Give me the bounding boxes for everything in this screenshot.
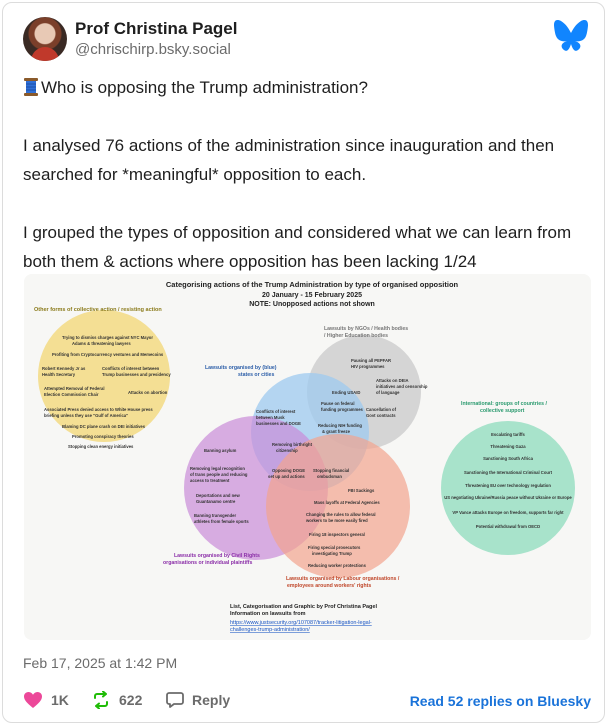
blue-label-line: Lawsuits organised by (blue) [205,365,277,371]
like-count: 1K [51,692,69,708]
diagram-item: Robert Kennedy Jr as [42,366,86,371]
labour-lawsuits-circle [266,434,410,578]
diagram-item: Opposing DOGE [272,468,306,473]
diagram-item: athletes from female sports [194,519,249,524]
repost-icon [91,691,111,709]
diagram-item: Trying to dismiss charges against NYC Mayor [62,335,153,340]
source-link[interactable]: https://www.justsecurity.org/107087/tracker-litigation-legal- [230,620,372,626]
diagram-item: Stopping financial [313,468,350,473]
diagram-item: businesses and DOGE [256,421,301,426]
labour-label-line: employees around workers' rights [287,583,372,589]
diagram-item: Pausing all PEPFAR [351,358,392,363]
credit-line: List, Categorisation and Graphic by Prof Christina Pagel [230,604,377,610]
diagram-item: Stopping clean energy initiatives [68,444,134,449]
diagram-item: Removing legal recognition [190,466,245,471]
civil-label-line: organisations or individual plaintiffs [163,560,253,566]
international-circle [441,421,575,555]
post-timestamp[interactable]: Feb 17, 2025 at 1:42 PM [23,655,178,671]
diagram-item: HIV programmes [351,364,385,369]
post-body [23,73,593,276]
diagram-item: Threatening EU over technology regulation [465,483,551,488]
heart-icon [23,691,43,709]
diagram-item: Firing special prosecutors [308,545,361,550]
like-button[interactable] [23,691,69,709]
figure-dates: 20 January - 15 February 2025 [261,292,363,299]
figure-title: Categorising actions of the Trump Administration by type of organised opposition [165,280,459,289]
diagram-item: VP Vance attacks Europe on freedom, supports far right [452,510,564,515]
diagram-item: Banning transgender [194,513,237,518]
diagram-item: Govt contracts [366,413,396,418]
author-name[interactable]: Prof Christina Pagel [75,19,238,38]
post-card[interactable] [2,2,605,723]
diagram-item: & grant freeze [322,429,350,434]
diagram-item: Changing the rules to allow federal [306,512,376,517]
diagram-item: Removing birthright [272,442,313,447]
speech-bubble-icon [166,691,184,709]
diagram-item: Health Secretary [42,372,76,377]
diagram-item: Attacks on DEIA [376,378,409,383]
diagram-item: Reducing NIH funding [318,423,362,428]
diagram-item: of language [376,390,400,395]
reply-label: Reply [192,692,231,708]
diagram-item: investigating Trump [312,551,352,556]
diagram-item: Deportations and new [196,493,240,498]
post-paragraph [23,73,593,102]
diagram-item: Ending USAID [332,390,361,395]
diagram-item: between Musk [256,415,285,420]
diagram-item: Conflicts of interest [256,409,296,414]
diagram-item: Conflicts of interest between [102,366,160,371]
diagram-item: initiatives and censorship [376,384,428,389]
diagram-item: Escalating tariffs [491,432,525,437]
diagram-item: Trump businesses and presidency [102,372,171,377]
diagram-item: Promoting conspiracy theories [72,434,134,439]
diagram-item: Attacks on abortion [128,390,168,395]
labour-label-line: Lawsuits organised by Labour organisations / [286,576,400,582]
diagram-item: Threatening Gaza [490,444,526,449]
reply-button[interactable] [166,691,230,709]
diagram-item: briefing unless they use "Gulf of America" [44,413,129,418]
diagram-item: Blaming DC plane crash on DEI initiatives [62,424,146,429]
post-paragraph-2: I analysed 76 actions of the administration since inauguration and then searched for *meaningful* opposition to each. [23,136,555,184]
diagram-item: Adams & threatening lawyers [72,341,131,346]
opposition-venn-diagram [24,274,591,640]
diagram-item: Reducing worker protections [308,563,366,568]
avatar[interactable] [23,17,67,61]
diagram-item: access to treatment [190,478,230,483]
diagram-item: Guantanamo centre [196,499,236,504]
diagram-item: Associated Press denied access to White House press [44,407,153,412]
diagram-item: FBI Sackings [348,488,375,493]
collective-action-label: Other forms of collective action / resisting action [34,307,162,313]
post-image[interactable] [24,274,591,640]
spool-of-thread-icon [23,78,39,96]
diagram-item: Mass layoffs at Federal Agencies [314,500,380,505]
post-paragraph-3: I grouped the types of opposition and considered what we can learn from both them & actions where opposition has been lacking 1/24 [23,223,572,271]
read-replies-link[interactable]: Read 52 replies on Bluesky [409,693,591,709]
repost-count: 622 [119,692,143,708]
diagram-item: citizenship [276,448,298,453]
diagram-item: Pause on federal [321,401,355,406]
ngo-label-line: / Higher Education bodies [324,333,388,339]
post-actions [23,691,593,715]
figure-note: NOTE: Unopposed actions not shown [249,301,375,308]
diagram-item: Banning asylum [204,448,237,453]
bluesky-butterfly-icon[interactable] [553,19,589,51]
diagram-item: Attempted Removal of Federal [44,386,105,391]
diagram-item: Sanctioning the International Criminal Court [464,470,552,475]
diagram-item: set up and actions [268,474,305,479]
source-link[interactable]: challenges-trump-administration/ [230,627,310,633]
diagram-item: ombudsman [317,474,342,479]
diagram-item: workers to be more easily fired [306,518,368,523]
diagram-item: Firing 18 inspectors general [309,532,365,537]
intl-label-line: International: groups of countries / [461,401,547,407]
ngo-label-line: Lawsuits by NGOs / Health bodies [324,326,409,332]
diagram-item: Cancellation of [366,407,397,412]
repost-button[interactable] [91,691,142,709]
credit-line: Information on lawsuits from [230,611,306,617]
diagram-item: Potential withdrawal from OECD [475,524,541,529]
civil-label-line: Lawsuits organised by Civil Rights [174,553,260,559]
blue-label-line: states or cities [238,372,275,378]
intl-label-line: collective support [480,408,525,414]
diagram-item: US negotiating Ukraine/Russia peace without Ukraine or Europe [444,495,572,500]
diagram-item: Profiting from Cryptocurrency ventures and Memecoins [52,352,164,357]
diagram-item: Election Commission Chair [44,392,99,397]
author-handle[interactable]: @chrischirp.bsky.social [75,41,231,58]
diagram-item: of trans people and reducing [190,472,248,477]
post-paragraph-1: Who is opposing the Trump administration? [41,78,368,97]
civil-rights-label [163,553,261,566]
diagram-item: Sanctioning South Africa [483,456,533,461]
diagram-item: funding programmes [321,407,363,412]
